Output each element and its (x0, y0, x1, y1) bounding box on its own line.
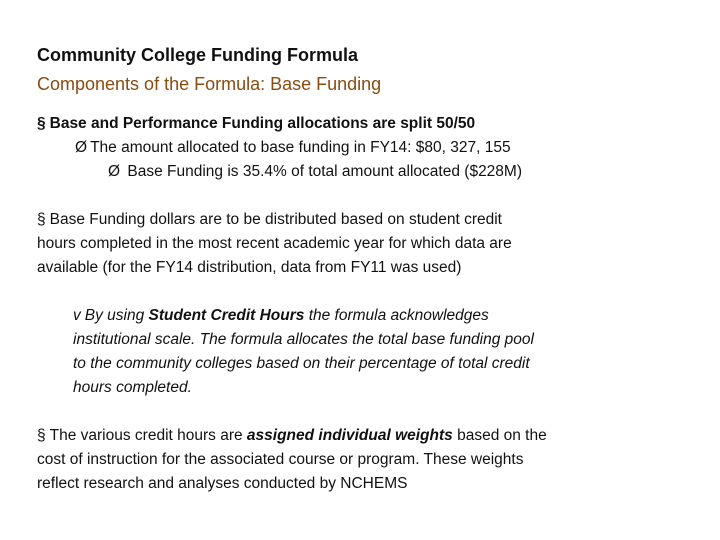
paragraph-line: hours completed in the most recent academic year for which data are (37, 235, 512, 252)
slide-title: Community College Funding Formula (37, 45, 358, 65)
paragraph-line: institutional scale. The formula allocates the total base funding pool (73, 331, 534, 348)
arrow-bullet-icon: Ø (108, 163, 121, 180)
paragraph-credit-hours (37, 208, 512, 280)
emphasis-text: Student Credit Hours (148, 307, 305, 324)
slide-subtitle: Components of the Formula: Base Funding (37, 74, 382, 94)
sub-bullet-text: Base Funding is 35.4% of total amount allocated ($228M) (127, 163, 522, 180)
paragraph-line: cost of instruction for the associated course or program. These weights (37, 451, 524, 468)
paragraph-text: By using (84, 307, 149, 324)
paragraph-text: The various credit hours are (49, 427, 247, 444)
paragraph-line: Base Funding dollars are to be distributed based on student credit (49, 211, 502, 228)
emphasis-text: assigned individual weights (246, 427, 453, 444)
bullet-text: Base and Performance Funding allocations are split 50/50 (49, 115, 476, 132)
sub-bullet-text: The amount allocated to base funding in FY14: $80, 327, 155 (90, 139, 511, 156)
paragraph-weights (37, 424, 547, 496)
paragraph-line: to the community colleges based on their percentage of total credit (73, 355, 530, 372)
paragraph-text: the formula acknowledges (304, 307, 489, 324)
diamond-bullet-icon: v (73, 307, 81, 324)
square-bullet-icon: § (37, 211, 46, 228)
paragraph-student-credit-hours (73, 304, 534, 400)
bullet-base-performance-split (37, 112, 475, 136)
arrow-bullet-icon: Ø (75, 139, 88, 156)
sub-bullet-base-amount (75, 136, 511, 160)
paragraph-line: hours completed. (73, 379, 192, 396)
paragraph-line: available (for the FY14 distribution, data from FY11 was used) (37, 259, 462, 276)
square-bullet-icon: § (37, 115, 46, 132)
paragraph-line: reflect research and analyses conducted by NCHEMS (37, 475, 408, 492)
paragraph-text: based on the (452, 427, 547, 444)
sub-bullet-base-percentage (108, 160, 522, 184)
square-bullet-icon: § (37, 427, 46, 444)
